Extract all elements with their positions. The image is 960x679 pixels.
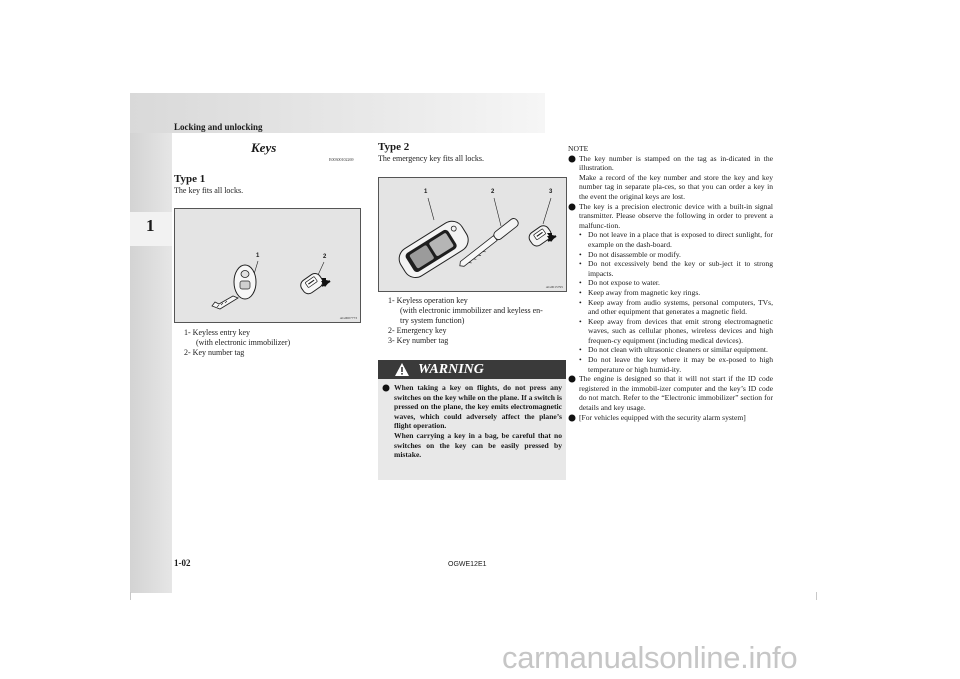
figure-label: 2 [323,254,327,260]
list-item: 2- Key number tag [184,348,245,357]
note-item: The key number is stamped on the tag as in-dicated in the illustration. Make a record of the key number and store the key and key number tag in separate pla-ces, so that you can order a key in the event the original keys are lost. [568,154,773,202]
figure-label: 1 [424,189,428,195]
figure-label: 3 [549,189,553,195]
section-title: Keys [251,140,277,155]
warning-header [378,360,566,379]
note-column [568,144,773,422]
list-item: 2- Emergency key [388,326,447,335]
list-item-sub: (with electronic immobilizer and keyless en- [400,306,543,315]
note-item: The engine is designed so that it will not start if the ID code registered in the immobil-izer computer and the key’s ID code do not match. Refer to the “Electronic immobilizer” section for details and key usage. [568,374,773,412]
list-item: 1- Keyless entry key [184,328,250,337]
page-number: 1-02 [174,558,191,568]
figure-label: 2 [491,189,495,195]
list-item: 3- Key number tag [388,336,449,345]
note-sub-item: • Keep away from audio systems, personal computers, TVs, and other equipment that generates a magnetic field. [579,297,773,317]
keyless-entry-key-illustration [175,209,360,322]
note-title: NOTE [568,144,589,153]
type2-key-figure [378,177,567,292]
keyless-operation-key-illustration [379,178,566,291]
type1-legend [184,328,290,358]
figure-code: AG0007773 [339,316,357,320]
crop-mark [130,592,131,600]
figure-code: AG0015795 [545,285,563,289]
note-sub-item: • Do not clean with ultrasonic cleaners or similar equipment. [579,345,768,355]
type1-key-figure [174,208,361,323]
note-sub-item: • Do not disassemble or modify. [579,249,681,259]
list-item-sub: try system function) [400,316,465,325]
type1-heading: Type 1 [174,173,206,185]
note-sub-item: • Do not expose to water. [579,278,660,288]
figure-label: 1 [256,253,260,259]
type2-heading: Type 2 [378,141,410,153]
note-item: The key is a precision electronic device with a built-in signal transmitter. Please observe the following in order to prevent a malfunc-tion. [568,202,773,231]
bullet-icon [568,155,576,163]
chapter-side-strip [130,133,172,593]
type2-intro: The emergency key fits all locks. [378,154,485,163]
watermark: carmanualsonline.info [502,640,798,675]
note-sub-item: • Do not leave in a place that is exposed to direct sunlight, for example on the dash-board. [579,230,773,249]
warning-body [382,383,562,460]
warning-triangle-icon [394,362,410,377]
crop-mark [816,592,817,600]
chapter-number: 1 [146,216,155,235]
warning-box [378,360,566,480]
note-sub-item: • Do not excessively bend the key or sub-ject it to strong impacts. [579,259,773,278]
bullet-icon [568,203,576,211]
document-code: OGWE12E1 [448,561,487,568]
section-code: E00300102269 [329,157,354,162]
note-sub-item: • Keep away from magnetic key rings. [579,287,701,297]
warning-title: WARNING [418,362,484,377]
list-item-sub: (with electronic immobilizer) [196,338,291,347]
type1-intro: The key fits all locks. [174,186,244,195]
type2-legend [388,296,543,346]
bullet-icon [568,375,576,383]
warning-item: When taking a key on flights, do not press any switches on the key while on the plane. If a switch is pressed on the plane, the key emits electromagnetic waves, which could adversely affect the plane’s flight operation. When carrying a key in a bag, be careful that no switches on the key can be easily pressed by mistake. [382,383,562,460]
page-header-title: Locking and unlocking [174,122,263,132]
note-item: [For vehicles equipped with the security alarm system] [568,413,773,423]
list-item: 1- Keyless operation key [388,296,468,305]
bullet-icon [382,384,391,393]
note-sub-item: • Do not leave the key where it may be ex-posed to high temperature or high humid-ity. [579,355,773,374]
bullet-icon [568,414,576,422]
note-sub-item: • Keep away from devices that emit strong electromagnetic waves, such as cellular phones, wireless devices and high frequen-cy equipment (including medical devices). [579,316,773,345]
